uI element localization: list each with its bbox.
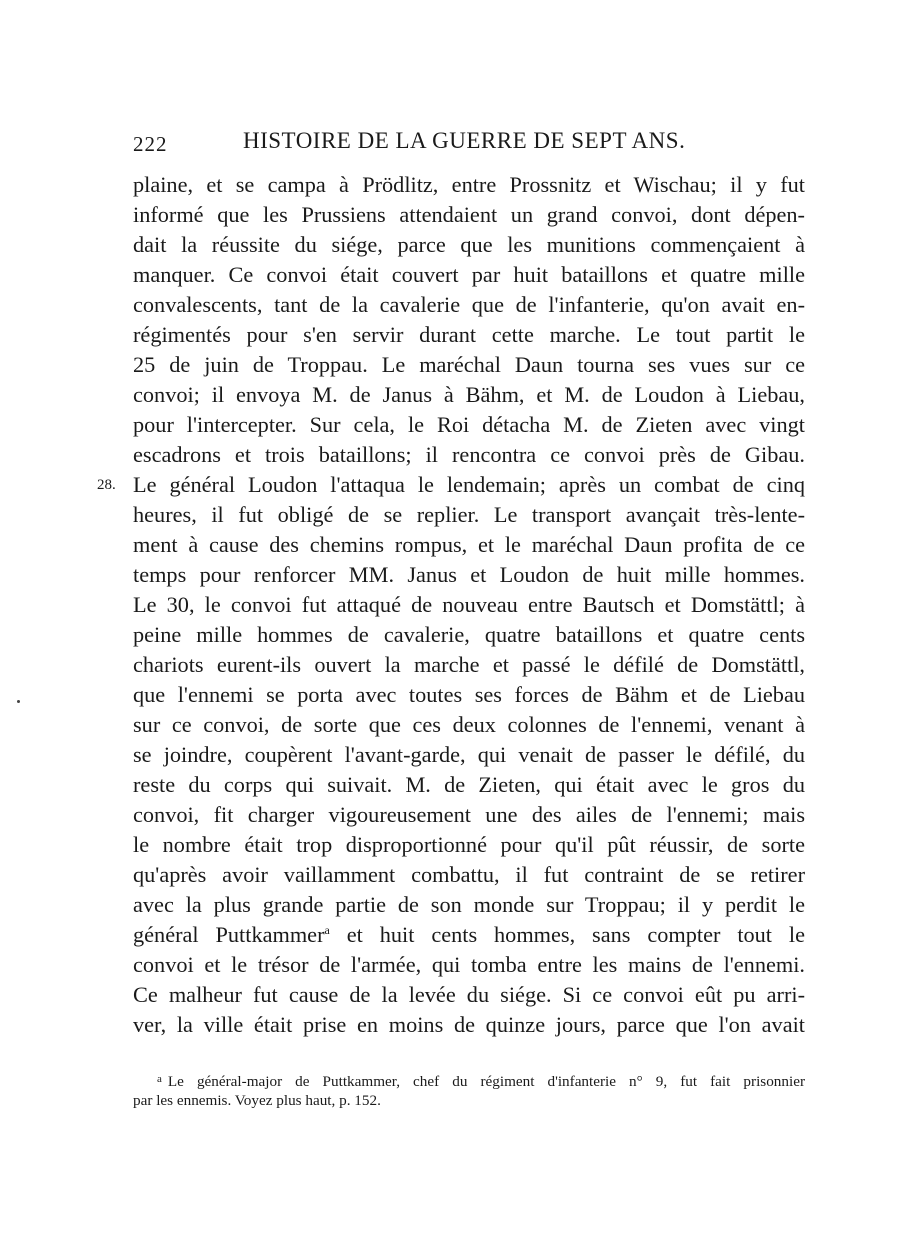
footnote [133,1068,805,1112]
text-line: sur ce convoi, de sorte que ces deux colonnes de l'ennemi, venant à [133,712,805,737]
text-line: qu'après avoir vaillamment combattu, il fut contraint de se retirer [133,862,805,887]
text-line: convoi, fit charger vigoureusement une des ailes de l'ennemi; mais [133,802,805,827]
text-line: pour l'intercepter. Sur cela, le Roi détacha M. de Zieten avec vingt [133,412,805,437]
text-line: informé que les Prussiens attendaient un grand convoi, dont dépen- [133,202,805,227]
text-line: convoi; il envoya M. de Janus à Bähm, et M. de Loudon à Liebau, [133,382,805,407]
page-number: 222 [133,132,168,156]
text-line: manquer. Ce convoi était couvert par huit bataillons et quatre mille [133,262,805,287]
text-line: heures, il fut obligé de se replier. Le transport avançait très-lente- [133,502,805,527]
text-line: que l'ennemi se porta avec toutes ses forces de Bähm et de Liebau [133,682,805,707]
text-line: Ce malheur fut cause de la levée du siége. Si ce convoi eût pu arri- [133,982,805,1007]
footnote-text: Le général-major de Puttkammer, chef du régiment d'infanterie n° 9, fut fait prisonnier [167,1073,805,1090]
text-line: ment à cause des chemins rompus, et le maréchal Daun profita de ce [133,532,805,557]
margin-date-note: 28. [97,477,116,493]
text-line: convoi et le trésor de l'armée, qui tomba entre les mains de l'ennemi. [133,952,805,977]
footnote-line: par les ennemis. Voyez plus haut, p. 152. [133,1092,381,1109]
text-line: reste du corps qui suivait. M. de Zieten, qui était avec le gros du [133,772,805,797]
text-line: se joindre, coupèrent l'avant-garde, qui venait de passer le défilé, du [133,742,805,767]
running-title: HISTOIRE DE LA GUERRE DE SEPT ANS. [243,128,686,153]
text-line-with-footnote-ref [133,920,805,950]
text-line: avec la plus grande partie de son monde sur Troppau; il y perdit le [133,892,805,917]
footnote-line [133,1068,805,1090]
text-line: dait la réussite du siége, parce que les munitions commençaient à [133,232,805,257]
text-line: escadrons et trois bataillons; il rencontra ce convoi près de Gibau. [133,442,805,467]
text-line-start: général Puttkammer [133,922,325,947]
text-line: ver, la ville était prise en moins de quinze jours, parce que l'on avait [133,1012,805,1037]
text-line: régimentés pour s'en servir durant cette marche. Le tout partit le [133,322,805,347]
text-line: 25 de juin de Troppau. Le maréchal Daun tourna ses vues sur ce [133,352,805,377]
text-line: convalescents, tant de la cavalerie que de l'infanterie, qu'on avait en- [133,292,805,317]
text-line: plaine, et se campa à Prödlitz, entre Prossnitz et Wischau; il y fut [133,172,805,197]
text-line-content: Le général Loudon l'attaqua le lendemain; après un combat de cinq [133,472,805,497]
footnote-marker: a [157,1073,162,1085]
stray-mark [17,700,20,703]
text-line: le nombre était trop disproportionné pour qu'il pût réussir, de sorte [133,832,805,857]
text-line-with-margin-date [97,470,805,500]
text-line: Le 30, le convoi fut attaqué de nouveau entre Bautsch et Domstättl; à [133,592,805,617]
page-header [133,128,813,160]
text-line-end: et huit cents hommes, sans compter tout le [329,922,805,947]
body-text [97,170,805,1040]
text-line: peine mille hommes de cavalerie, quatre bataillons et quatre cents [133,622,805,647]
text-line: temps pour renforcer MM. Janus et Loudon de huit mille hommes. [133,562,805,587]
footnote-reference: a [324,923,330,937]
text-line: chariots eurent-ils ouvert la marche et passé le défilé de Domstättl, [133,652,805,677]
